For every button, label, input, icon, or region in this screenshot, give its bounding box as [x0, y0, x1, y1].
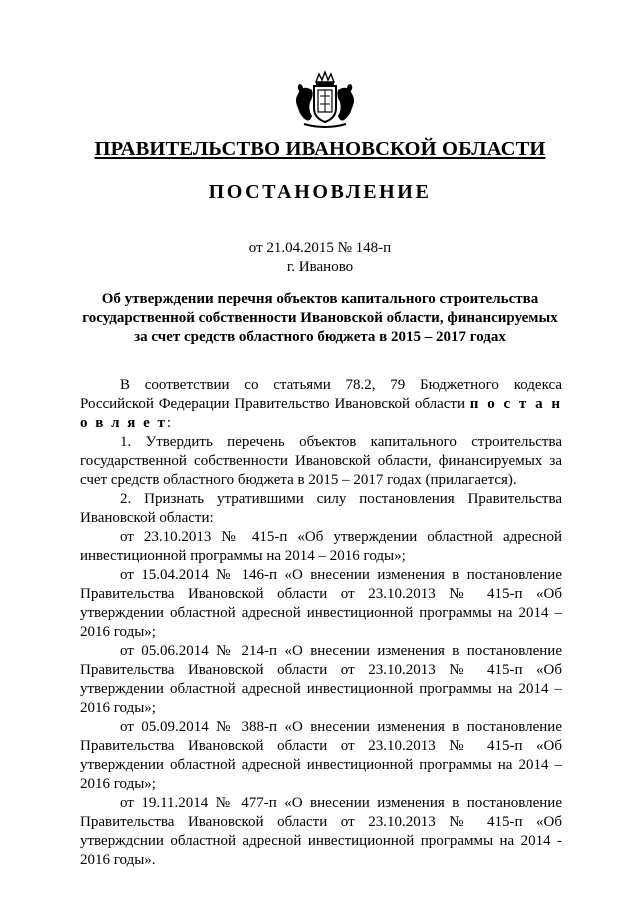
document-body	[80, 376, 562, 870]
date-number: от 21.04.2015 № 148-п	[248, 240, 392, 256]
subject-line: за счет средств областного бюджета в 2015 – 2017 годах	[134, 329, 506, 345]
city: г. Иваново	[286, 259, 354, 275]
document-type: ПОСТАНОВЛЕНИЕ	[208, 181, 432, 203]
item-1: 1. Утвердить перечень объектов капитального строительства государственной собственности Ивановской области, финансируемых за счет средств областного бюджета в 2015 – 2017 годах (прилагается).	[80, 434, 562, 488]
repealed-act: от 19.11.2014 № 477-п «О внесении изменения в постановление Правительства Ивановской области от 23.10.2013 № 415-п «Об утверждснии областной адресной инвестиционной программы на 2014 - 2016 годы».	[80, 795, 562, 868]
repealed-act: от 05.06.2014 № 214-п «О внесении изменения в постановление Правительства Ивановской области от 23.10.2013 № 415-п «Об утверждении областной адресной инвестиционной программы на 2014 – 2016 годы»;	[80, 643, 562, 716]
intro-text: В соответствии со статьями 78.2, 79 Бюджетного кодекса Российской Федерации Правительство Ивановской области	[80, 377, 562, 412]
intro-paragraph	[80, 376, 562, 433]
coat-of-arms-icon	[290, 70, 360, 130]
repealed-act: от 23.10.2013 № 415-п «Об утверждении областной адресной инвестиционной программы на 2014 – 2016 годы»;	[80, 529, 562, 564]
subject-line: государственной собственности Ивановской области, финансируемых	[82, 310, 558, 326]
date-number-block	[0, 239, 640, 277]
repealed-act: от 05.09.2014 № 388-п «О внесении изменения в постановление Правительства Ивановской области от 23.10.2013 № 415-п «Об утверждении областной адресной инвестиционной программы на 2014 – 2016 годы»;	[80, 719, 562, 792]
item-2: 2. Признать утратившими силу постановления Правительства Ивановской области:	[80, 491, 562, 526]
resolves-colon: :	[166, 415, 172, 431]
resolves-word: п о с т а н о в л я е т	[80, 396, 563, 431]
repealed-act: от 15.04.2014 № 146-п «О внесении изменения в постановление Правительства Ивановской области от 23.10.2013 № 415-п «Об утверждении областной адресной инвестиционной программы на 2014 – 2016 годы»;	[80, 567, 562, 640]
organization-title: ПРАВИТЕЛЬСТВО ИВАНОВСКОЙ ОБЛАСТИ	[94, 138, 546, 160]
document-subject	[80, 290, 560, 347]
subject-line: Об утверждении перечня объектов капитального строительства	[101, 291, 539, 307]
